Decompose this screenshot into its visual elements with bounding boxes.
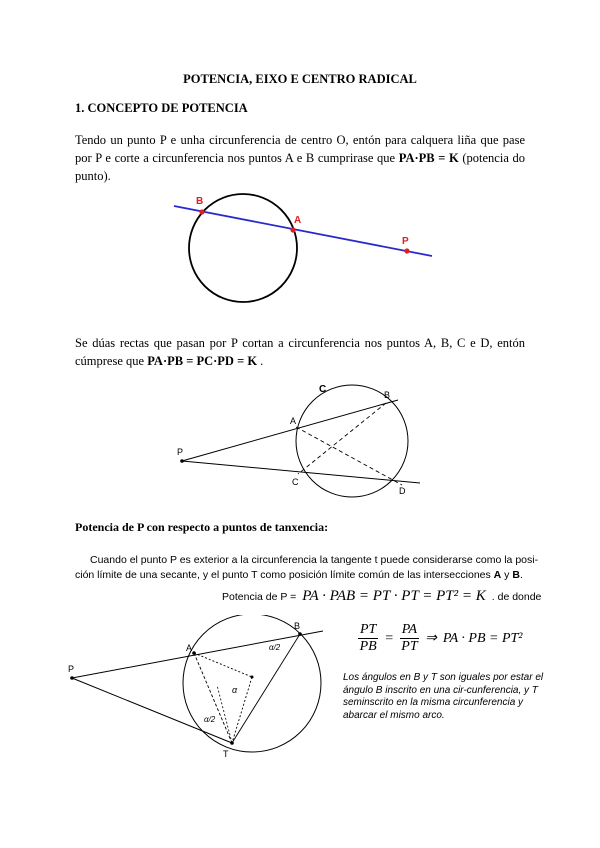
line2-b-bold: B bbox=[512, 569, 520, 581]
page-title: POTENCIA, EIXO E CENTRO RADICAL bbox=[183, 72, 417, 86]
para1-text-b: (potencia do punto). bbox=[75, 151, 526, 183]
fig1-label-a: A bbox=[294, 215, 302, 226]
line2-a-bold: A bbox=[493, 569, 502, 581]
fig3-chord-bt bbox=[232, 634, 300, 743]
fig3-label-a: A bbox=[186, 643, 193, 653]
fig1-point-a bbox=[290, 227, 295, 232]
tangent-text-line2 bbox=[75, 569, 523, 581]
fig3-label-alpha: α bbox=[232, 685, 238, 695]
para2-text-a: Se dúas rectas que pasan por P cortan a circunferencia nos puntos A, B, C e D, entón cúmprese que bbox=[75, 336, 525, 368]
frac2-denominator: PT bbox=[401, 639, 418, 654]
fig3-secant bbox=[72, 631, 323, 678]
tangent-text-line1: Cuando el punto P es exterior a la circunferencia la tangente t puede considerarse como la posi- bbox=[90, 554, 539, 566]
frac-equals: = bbox=[384, 630, 394, 646]
fig2-chord-bc bbox=[298, 403, 386, 474]
fig3-label-t: T bbox=[223, 749, 229, 759]
fig2-label-a: A bbox=[290, 416, 297, 426]
potencia-formula-row bbox=[222, 588, 541, 605]
fig2-point-p bbox=[180, 459, 184, 463]
fraction-pa-pt bbox=[400, 622, 419, 655]
frac1-denominator: PB bbox=[359, 639, 377, 654]
fig3-point-b bbox=[298, 632, 302, 636]
fig3-label-b: B bbox=[294, 621, 301, 631]
pot-formula: PA · PAB = PT · PT = PT² = K bbox=[302, 588, 486, 604]
fig1-label-p: P bbox=[402, 236, 409, 247]
fig1-secant-line bbox=[174, 206, 432, 256]
fig2-line-pb bbox=[182, 400, 398, 461]
fig3-dash-tangent-diam bbox=[217, 685, 232, 743]
frac2-numerator: PA bbox=[401, 622, 418, 637]
fig3-point-t bbox=[230, 741, 234, 745]
paragraph-potencia-definition bbox=[75, 131, 525, 185]
fig1-point-p bbox=[404, 248, 409, 253]
fig3-label-alpha2-t: α/2 bbox=[204, 715, 216, 724]
fig3-label-p: P bbox=[68, 664, 75, 674]
figure-tangent bbox=[66, 615, 336, 775]
fig1-label-b: B bbox=[196, 196, 204, 207]
fraction-equation bbox=[358, 622, 522, 655]
fig3-point-o bbox=[251, 676, 254, 679]
frac1-numerator: PT bbox=[360, 622, 377, 637]
section-heading-concepto: 1. CONCEPTO DE POTENCIA bbox=[75, 101, 248, 115]
frac-implies: ⇒ bbox=[425, 631, 437, 646]
angles-note: Los ángulos en B y T son iguales por estar el ángulo B inscrito en una cir-cunferencia, y T seminscrito en la misma circunferencia y abarcar el mismo arco. bbox=[343, 672, 544, 721]
line2-y: y bbox=[501, 569, 513, 581]
fig3-point-p bbox=[70, 676, 74, 680]
fig3-point-a bbox=[192, 651, 196, 655]
fig2-label-d: D bbox=[399, 486, 406, 496]
fig2-label-b: B bbox=[384, 390, 391, 400]
para2-text-b: . bbox=[257, 354, 264, 368]
pot-suffix: . de donde bbox=[491, 590, 542, 603]
paragraph-two-secants bbox=[75, 334, 525, 370]
line2-text: ción límite de una secante, y el punto T como posición límite común de las intersecciones bbox=[75, 569, 494, 581]
fig2-label-c: C bbox=[292, 477, 299, 487]
para1-formula: PA·PB = K bbox=[398, 151, 459, 165]
section-heading-tangencia: Potencia de P con respecto a puntos de tanxencia: bbox=[75, 520, 329, 534]
figure-secant-circle bbox=[160, 190, 450, 315]
fig2-label-circle: C bbox=[319, 384, 327, 395]
fig2-label-p: P bbox=[177, 447, 184, 457]
para2-formula: PA·PB = PC·PD = K bbox=[147, 354, 258, 368]
fig1-circle bbox=[189, 194, 297, 302]
para1-text-a: Tendo un punto P e unha circunferencia de centro O, entón para calquera liña que pase por P e corte a circunferencia nos puntos A e B cumprirase que bbox=[75, 133, 525, 165]
figure-two-secants bbox=[170, 378, 430, 503]
line2-end: . bbox=[519, 569, 523, 581]
fraction-pt-pb bbox=[358, 622, 378, 655]
pot-label: Potencia de P = bbox=[222, 590, 297, 603]
fig3-label-alpha2-b: α/2 bbox=[269, 643, 281, 652]
fig1-point-b bbox=[199, 209, 204, 214]
frac-result: PA · PB = PT² bbox=[442, 630, 523, 646]
fig3-tangent bbox=[72, 678, 232, 743]
